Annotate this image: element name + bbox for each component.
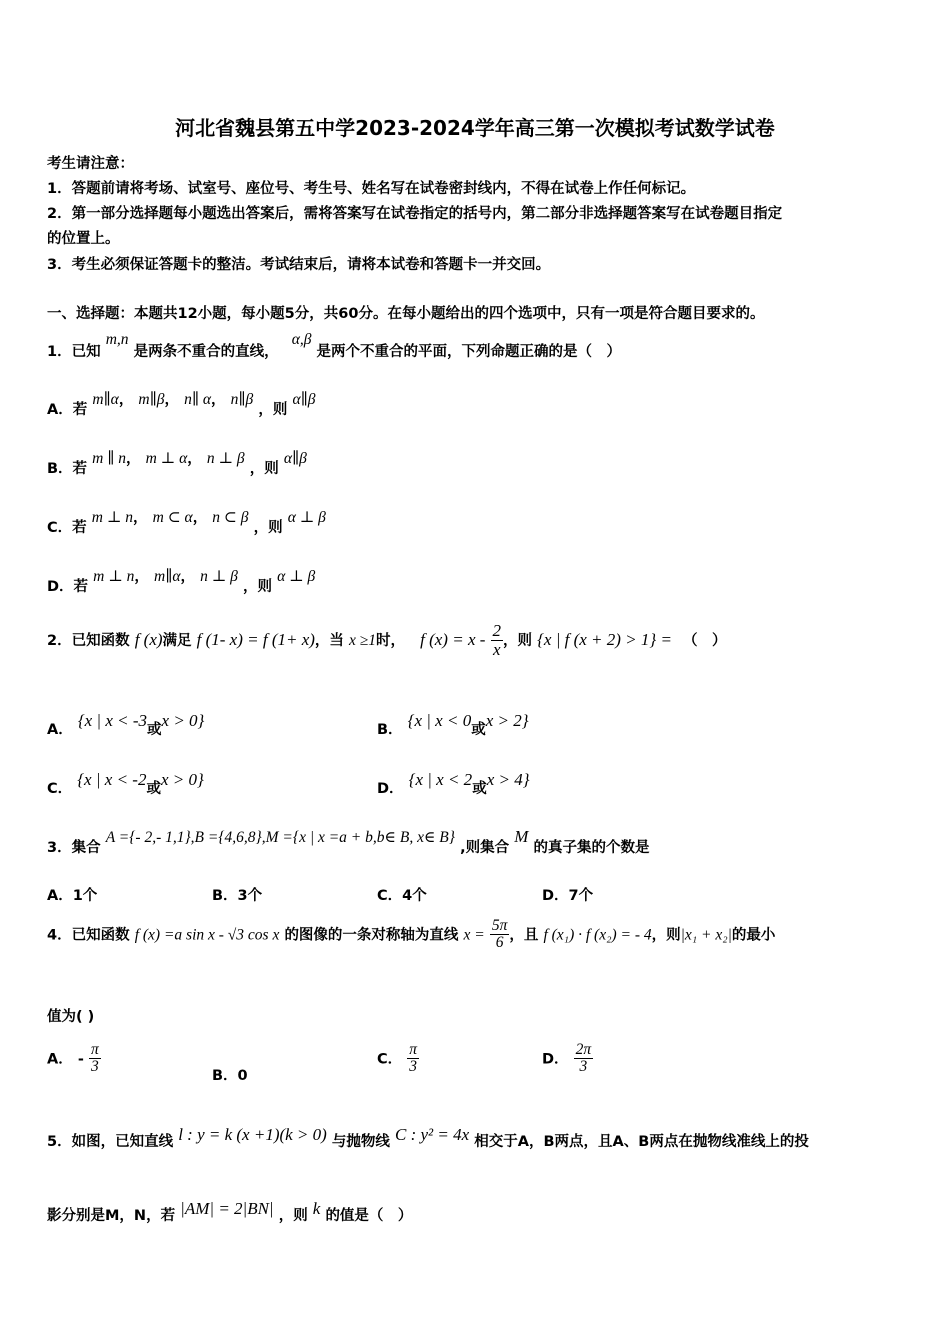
q4-abs-sum: |x₁ + x₂|: [680, 926, 732, 944]
page-title: 河北省魏县第五中学2023-2024学年高三第一次模拟考试数学试卷: [175, 116, 775, 140]
q2-option-d[interactable]: [377, 769, 530, 797]
q5-k: k: [312, 1199, 321, 1218]
q4-d-fraction: [574, 1042, 594, 1076]
q3-text-1: ,则集合: [460, 840, 510, 856]
q2-c-set-2: x > 0}: [160, 770, 204, 789]
q1-prefix: 1．已知: [47, 344, 101, 360]
notice-heading: 考生请注意：: [47, 156, 134, 172]
q4-product: f (x₁) · f (x₂) = - 4: [543, 926, 652, 944]
q1-text-planes: 是两个不重合的平面，下列命题正确的是（ ）: [316, 344, 622, 360]
q4-text-min: 的最小: [731, 927, 776, 944]
q3-prefix: 3．集合: [47, 840, 101, 856]
q1-lines-symbol: m,n: [105, 331, 129, 348]
q5-parabola-equation: C : y² = 4x: [395, 1125, 470, 1144]
notice-item-3: 3．考生必须保证答题卡的整洁。考试结束后，请将本试卷和答题卡一并交回。: [47, 257, 551, 273]
q1-a-cond-2: m∥β: [138, 391, 165, 408]
q1-b-label: B．若: [47, 461, 88, 477]
q2-a-set-1: {x | x < -3: [77, 711, 148, 730]
notice-item-1: 1．答题前请将考场、试室号、座位号、考生号、姓名写在试卷密封线内，不得在试卷上作任何标记。: [47, 181, 696, 197]
question-1: [47, 328, 622, 360]
q5-prefix: 5．如图，已知直线: [47, 1134, 174, 1150]
q1-option-c[interactable]: C．若 m ⊥ n， m ⊂ α， n ⊂ β ，则 α ⊥ β: [47, 509, 326, 536]
q2-c-set-1: {x | x < -2: [77, 770, 147, 789]
q2-frac-den: x: [492, 639, 501, 659]
q4-a-fraction: [89, 1042, 101, 1076]
q3-set-m: M: [514, 827, 529, 846]
q4-option-b[interactable]: B．0: [212, 1068, 248, 1084]
q2-b-set-2: x > 2}: [485, 711, 529, 730]
q4-x-equals: x =: [463, 926, 485, 944]
q2-d-label: D．: [377, 781, 404, 797]
q3-set-expression: A ={- 2,- 1,1},B ={4,6,8},M ={x | x =a + b,b∈ B, x∈ B}: [105, 829, 455, 846]
q2-fdef: f (x) = x -: [420, 629, 486, 649]
q4-option-d[interactable]: [542, 1042, 593, 1076]
q2-time: 时，: [376, 632, 406, 649]
q4-a-label: A．: [47, 1051, 73, 1068]
q2-d-set-2: x > 4}: [486, 770, 530, 789]
q1-d-result: α ⊥ β: [277, 568, 316, 585]
q4-option-c[interactable]: [377, 1042, 419, 1076]
q4-frac-den: 6: [495, 934, 504, 952]
q4-a-den: 3: [90, 1058, 99, 1076]
question-5: [47, 1124, 809, 1150]
q1-option-a[interactable]: A．若 m∥α， m∥β， n∥ α， n∥β ，则 α∥β: [47, 391, 316, 418]
q2-satisfies: 满足: [162, 632, 192, 649]
q2-symmetry: f (1- x) = f (1+ x): [196, 629, 315, 649]
q2-c-label: C．: [47, 781, 73, 797]
q4-then: ，则: [651, 927, 681, 944]
q1-a-then: ，则: [258, 402, 288, 418]
q2-set: {x | f (x + 2) > 1} =: [537, 629, 672, 649]
q5-then: ，则: [278, 1208, 308, 1224]
q4-text-axis: 的图像的一条对称轴为直线: [284, 927, 459, 944]
q5-text-parabola: 与抛物线: [331, 1134, 390, 1150]
q2-answer-paren: （ ）: [683, 632, 727, 649]
q1-option-b[interactable]: B．若 m ∥ n， m ⊥ α， n ⊥ β ，则 α∥β: [47, 450, 307, 477]
q1-option-d[interactable]: D．若 m ⊥ n， m∥α， n ⊥ β ，则 α ⊥ β: [47, 568, 316, 595]
q4-fraction: [490, 918, 510, 952]
q2-a-set-2: x > 0}: [161, 711, 205, 730]
notice-item-2-cont: 的位置上。: [47, 231, 120, 247]
q2-when: ，当: [314, 632, 344, 649]
q4-a-minus: -: [77, 1051, 84, 1068]
q5-text-projection: 影分别是M，N，若: [47, 1208, 176, 1224]
q4-prefix: 4．已知函数: [47, 927, 130, 944]
q1-b-cond-3: n ⊥ β: [206, 450, 245, 467]
q4-d-label: D．: [542, 1051, 569, 1068]
q1-text-lines: 是两条不重合的直线，: [133, 344, 279, 360]
q5-text-intersection: 相交于A，B两点，且A、B两点在抛物线准线上的投: [474, 1134, 809, 1150]
q2-option-a[interactable]: [47, 710, 205, 738]
q2-option-b[interactable]: [377, 710, 529, 738]
q1-c-cond-2: m ⊂ α: [152, 509, 193, 526]
q1-a-label: A．若: [47, 402, 88, 418]
q2-b-set-1: {x | x < 0: [407, 711, 472, 730]
q4-c-num: π: [409, 1041, 418, 1058]
q1-b-then: ，则: [249, 461, 279, 477]
q2-condition: x ≥1: [349, 631, 377, 649]
q4-function: f (x) =a sin x - √3 cos x: [134, 926, 280, 944]
q1-d-label: D．若: [47, 579, 89, 595]
q1-c-cond-1: m ⊥ n: [91, 509, 134, 526]
q4-c-fraction: [407, 1042, 419, 1076]
q3-option-d[interactable]: D．7个: [542, 888, 594, 904]
q2-c-or: 或: [146, 781, 161, 797]
q2-frac-num: 2: [492, 621, 501, 640]
section-heading: 一、选择题：本题共12小题，每小题5分，共60分。在每小题给出的四个选项中，只有一项是符合题目要求的。: [47, 306, 765, 322]
q2-d-set-1: {x | x < 2: [408, 770, 473, 789]
q2-b-or: 或: [471, 722, 486, 738]
q1-c-label: C．若: [47, 520, 87, 536]
q1-a-cond-1: m∥α: [92, 391, 119, 408]
q2-d-or: 或: [472, 781, 487, 797]
q3-text-2: 的真子集的个数是: [533, 840, 650, 856]
q1-c-then: ，则: [253, 520, 283, 536]
q1-a-cond-4: n∥β: [230, 391, 254, 408]
q1-c-cond-3: n ⊂ β: [212, 509, 249, 526]
q2-then: ，则: [503, 632, 532, 649]
q1-d-cond-1: m ⊥ n: [93, 568, 135, 585]
q2-fx: f (x): [134, 629, 163, 649]
q1-a-cond-3: n∥ α: [184, 391, 212, 408]
q4-c-den: 3: [409, 1058, 417, 1076]
q4-d-num: 2π: [575, 1041, 592, 1058]
q1-b-cond-2: m ⊥ α: [145, 450, 188, 467]
q3-option-a[interactable]: A．1个: [47, 888, 98, 904]
q1-d-then: ，则: [243, 579, 272, 595]
q1-b-result: α∥β: [283, 450, 307, 467]
q1-c-result: α ⊥ β: [287, 509, 326, 526]
q4-a-num: π: [90, 1041, 99, 1058]
q4-c-label: C．: [377, 1051, 403, 1068]
q1-d-cond-2: m∥α: [154, 568, 181, 585]
q5-text-value: 的值是（ ）: [325, 1208, 413, 1224]
question-3: [47, 826, 650, 856]
q1-a-result: α∥β: [292, 391, 316, 408]
q5-line-equation: l : y = k (x +1)(k > 0): [178, 1125, 327, 1144]
q2-b-label: B．: [377, 722, 403, 738]
q2-fraction: [491, 622, 504, 659]
question-2: [47, 622, 727, 659]
question-4: [47, 918, 775, 952]
q4-option-a[interactable]: [47, 1042, 101, 1076]
q2-a-or: 或: [147, 722, 162, 738]
q5-abs-condition: |AM| = 2|BN|: [180, 1199, 274, 1218]
q1-planes-symbol: α,β: [291, 331, 312, 348]
q1-d-cond-3: n ⊥ β: [200, 568, 238, 585]
q5-line-2: [47, 1198, 413, 1224]
notice-item-2: 2．第一部分选择题每小题选出答案后，需将答案写在试卷指定的括号内，第二部分非选择题答案写在试卷题目指定: [47, 206, 783, 222]
q4-and: ，且: [509, 927, 539, 944]
q2-option-c[interactable]: [47, 769, 204, 797]
q2-a-label: A．: [47, 722, 73, 738]
q3-option-c[interactable]: C．4个: [377, 888, 427, 904]
q2-prefix: 2．已知函数: [47, 632, 130, 649]
q3-option-b[interactable]: B．3个: [212, 888, 263, 904]
q4-frac-num: 5π: [491, 917, 508, 934]
q1-b-cond-1: m ∥ n: [92, 450, 127, 467]
q4-text-line-2: 值为( ): [47, 1009, 95, 1025]
q4-d-den: 3: [579, 1058, 588, 1076]
